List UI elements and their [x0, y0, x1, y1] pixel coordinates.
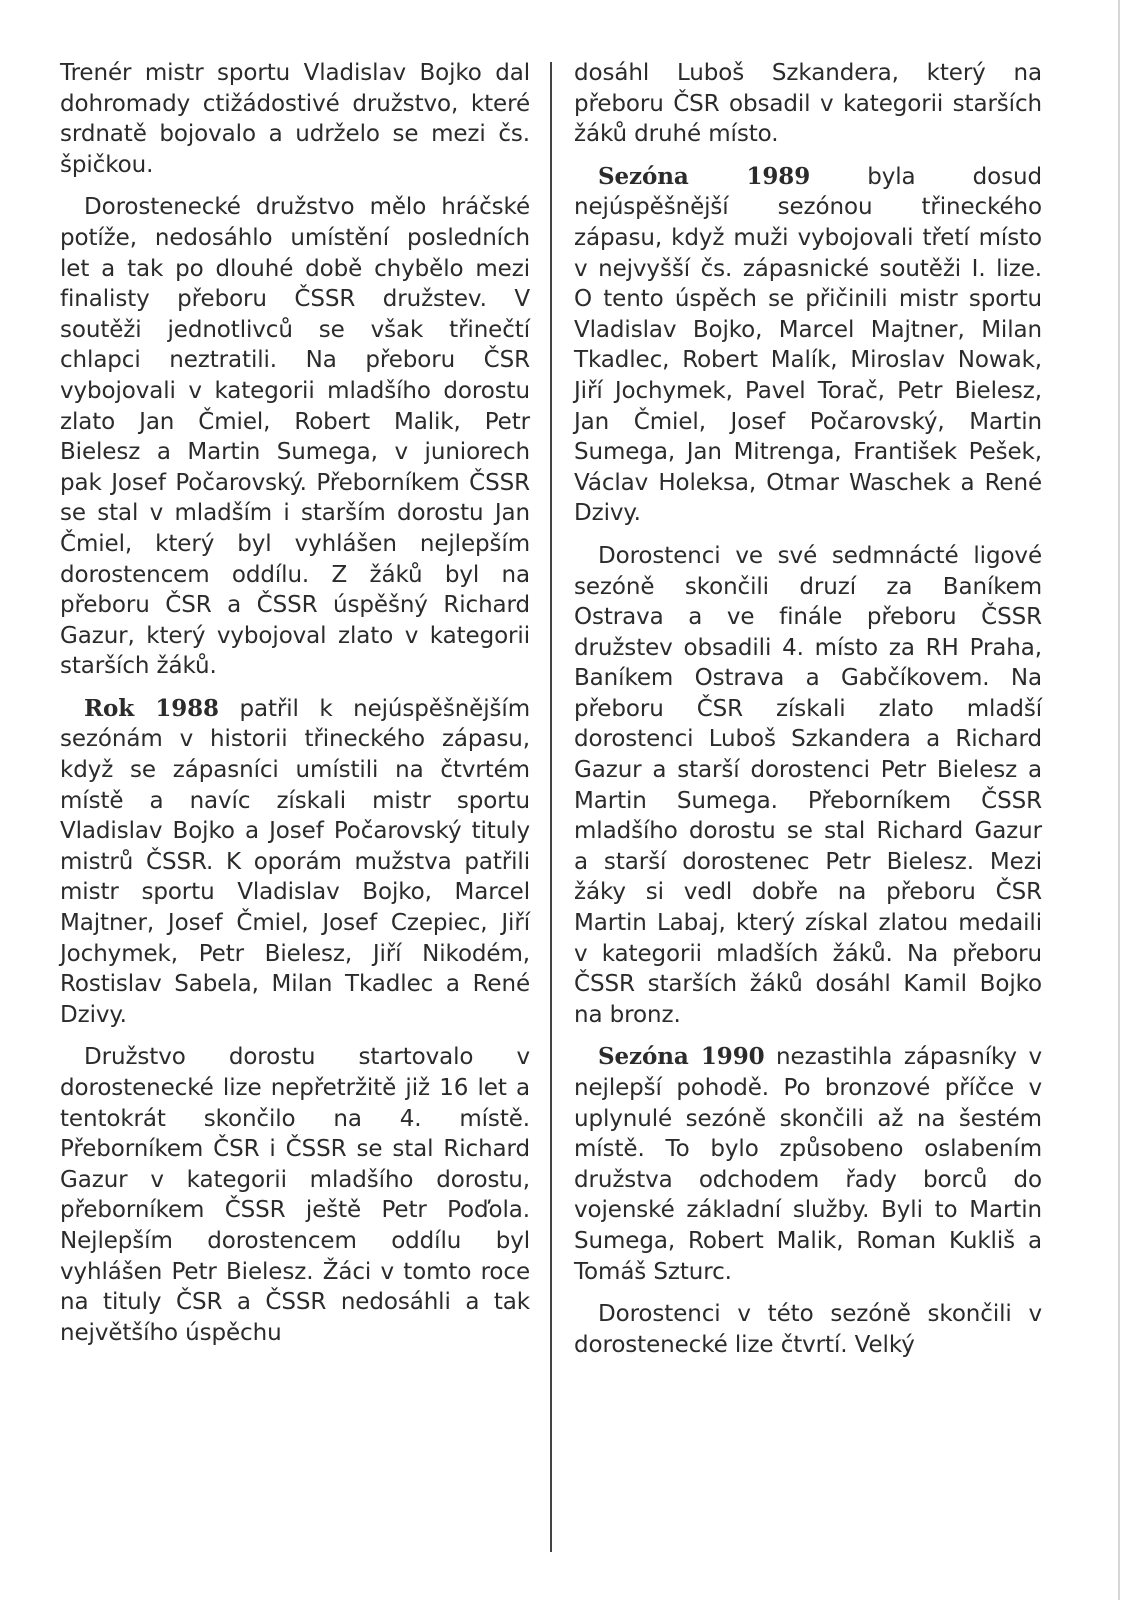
paragraph [574, 162, 1042, 529]
paragraph [574, 1042, 1042, 1287]
paragraph-text: patřil k nejúspěšnějším sezónám v historii třineckého zápasu, když se zápasníci umístili na čtvrtém místě a navíc získali mistr sportu Vladislav Bojko a Josef Počarovský tituly mistrů ČSSR. K oporám mužstva patřili mistr sportu Vladislav Bojko, Marcel Majtner, Josef Čmiel, Josef Czepiec, Jiří Jochymek, Petr Bielesz, Jiří Nikodém, Rostislav Sabela, Milan Tkadlec a René Dzivy. [60, 695, 530, 1028]
section-lead: Sezóna 1989 [598, 162, 811, 190]
scan-edge-line [1118, 0, 1120, 1600]
paragraph: Dorostenci ve své sedmnácté ligové sezóně skončili druzí za Baníkem Ostrava a ve finále přeboru ČSSR družstev obsadili 4. místo za RH Praha, Baníkem Ostrava a Gabčíkovem. Na přeboru ČSR získali zlato mladší dorostenci Luboš Szkandera a Richard Gazur a starší dorostenci Petr Bielesz a Martin Sumega. Přeborníkem ČSSR mladšího dorostu se stal Richard Gazur a starší dorostenec Petr Bielesz. Mezi žáky si vedl dobře na přeboru ČSR Martin Labaj, který získal zlatou medaili v kategorii mladších žáků. Na přeboru ČSSR starších žáků dosáhl Kamil Bojko na bronz. [574, 542, 1042, 1028]
section-lead: Rok 1988 [84, 694, 219, 722]
paragraph: Dorostenecké družstvo mělo hráčské potíže, nedosáhlo umístění posledních let a tak po dlouhé době chybělo mezi finalisty přeboru ČSSR družstev. V soutěži jednotlivců se však třinečtí chlapci neztratili. Na přeboru ČSR vybojovali v kategorii mladšího dorostu zlato Jan Čmiel, Robert Malik, Petr Bielesz a Martin Sumega, v juniorech pak Josef Počarovský. Přeborníkem ČSSR se stal v mladším i starším dorostu Jan Čmiel, který byl vyhlášen nejlepším dorostencem oddílu. Z žáků byl na přeboru ČSR a ČSSR úspěšný Richard Gazur, který vybojoval zlato v kategorii starších žáků. [60, 194, 530, 680]
right-column [574, 58, 1042, 1372]
paragraph-text: byla dosud nejúspěšnější sezónou třineckého zápasu, když muži vybojovali třetí místo v nejvyšší čs. zápasnické soutěži I. lize. O tento úspěch se přičinili mistr sportu Vladislav Bojko, Marcel Majtner, Milan Tkadlec, Robert Malík, Miroslav Nowak, Jiří Jochymek, Pavel Torač, Petr Bielesz, Jan Čmiel, Josef Počarovský, Martin Sumega, Jan Mitrenga, František Pešek, Václav Holeksa, Otmar Waschek a René Dzivy. [574, 163, 1042, 527]
paragraph: dosáhl Luboš Szkandera, který na přeboru ČSR obsadil v kategorii starších žáků druhé místo. [574, 60, 1042, 148]
section-lead: Sezóna 1990 [598, 1043, 765, 1071]
paragraph-text: nezastihla zápasníky v nejlepší pohodě. Po bronzové příčce v uplynulé sezóně skončili až na šestém místě. To bylo způsobeno oslabením družstva odchodem řady borců do vojenské základní služby. Byli to Martin Sumega, Robert Malik, Roman Kukliš a Tomáš Szturc. [574, 1044, 1042, 1285]
left-column [60, 58, 530, 1360]
paragraph: Dorostenci v této sezóně skončili v dorostenecké lize čtvrtí. Velký [574, 1301, 1042, 1358]
column-divider [550, 62, 552, 1552]
paragraph [60, 694, 530, 1031]
paragraph: Družstvo dorostu startovalo v dorostenecké lize nepřetržitě již 16 let a tentokrát skončilo na 4. místě. Přeborníkem ČSR i ČSSR se stal Richard Gazur v kategorii mladšího dorostu, přeborníkem ČSSR ještě Petr Poďola. Nejlepším dorostencem oddílu byl vyhlášen Petr Bielesz. Žáci v tomto roce na tituly ČSR a ČSSR nedosáhli a tak největšího úspěchu [60, 1044, 530, 1346]
paragraph: Trenér mistr sportu Vladislav Bojko dal dohromady ctižádostivé družstvo, které srdnatě bojovalo a udrželo se mezi čs. špičkou. [60, 60, 530, 178]
